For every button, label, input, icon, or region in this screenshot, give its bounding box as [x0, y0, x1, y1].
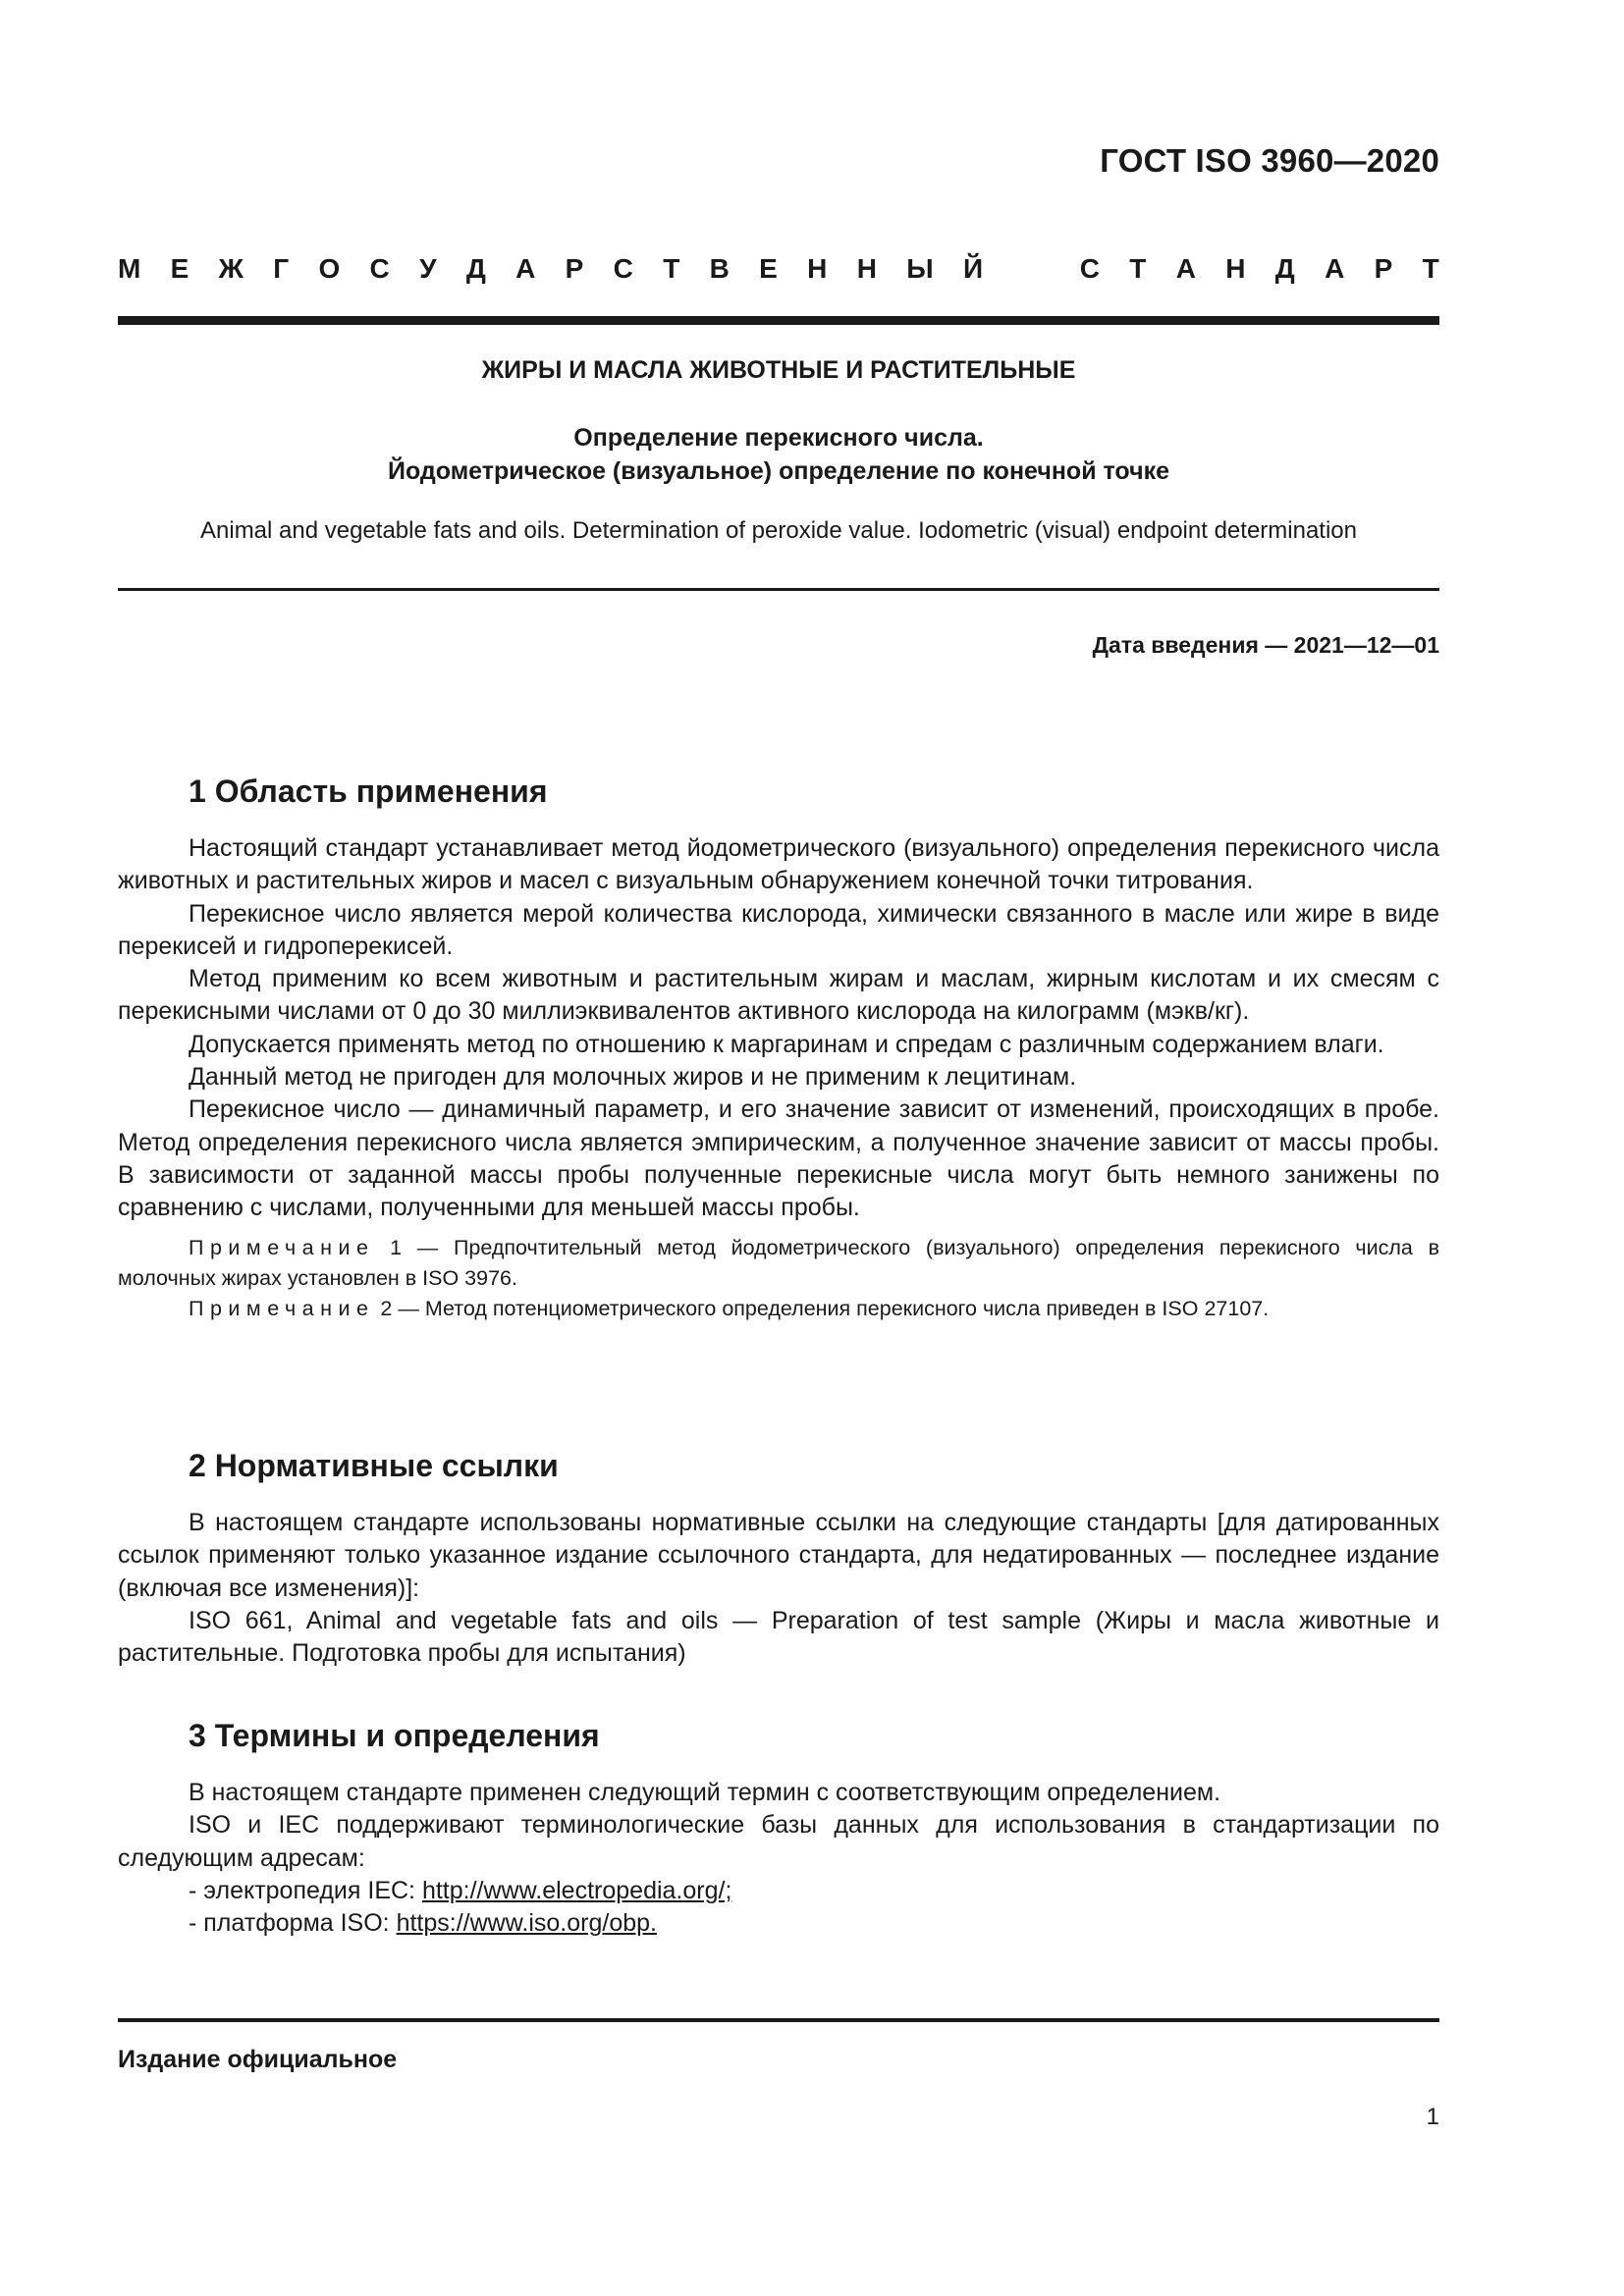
- letter: Т: [1422, 253, 1439, 284]
- letter: Р: [1374, 253, 1393, 284]
- document-subtitle-line-1: Определение перекисного числа.: [573, 424, 984, 452]
- iso-obp-link[interactable]: https://www.iso.org/obp.: [396, 1909, 657, 1938]
- letter: Р: [565, 253, 584, 284]
- paragraph: Допускается применять метод по отношению к маргаринам и спредам с различным содержанием влаги.: [189, 1030, 1384, 1058]
- letter: А: [1175, 253, 1196, 284]
- title-divider: [118, 588, 1439, 591]
- letter: Д: [465, 253, 486, 284]
- standard-type-heading: [118, 253, 1439, 285]
- letter: В: [709, 253, 730, 284]
- letter: М: [118, 253, 141, 284]
- letter: Е: [170, 253, 189, 284]
- letter: А: [1325, 253, 1345, 284]
- word-gap: [1012, 253, 1050, 285]
- paragraph: В настоящем стандарте использованы нормативные ссылки на следующие стандарты [для датированных ссылок применяют только указанное издание ссылочного стандарта, для недатированных — последнее издание (включая все изменения)]:: [118, 1509, 1439, 1602]
- paragraph: Перекисное число — динамичный параметр, и его значение зависит от изменений, происходящих в пробе. Метод определения перекисного числа является эмпирическим, а полученное значение зависит от массы пробы. В зависимости от заданной массы пробы полученные перекисные числа могут быть немного занижены по сравнению с числами, полученными для меньшей массы пробы.: [118, 1095, 1439, 1222]
- page-number: 1: [1426, 2104, 1439, 2130]
- paragraph: Настоящий стандарт устанавливает метод йодометрического (визуального) определения перекисного числа животных и растительных жиров и масел с визуальным обнаружением конечной точки титрования.: [118, 834, 1439, 895]
- letter: Д: [1274, 253, 1295, 284]
- letter: У: [419, 253, 437, 284]
- document-code: ГОСТ ISO 3960—2020: [1100, 142, 1439, 179]
- note-text: 1 — Предпочтительный метод йодометрического (визуального) определения перекисного числа в молочных жирах установлен в ISO 3976.: [118, 1235, 1439, 1290]
- letter: Т: [663, 253, 680, 284]
- letter: Н: [1225, 253, 1246, 284]
- section-2-heading: 2 Нормативные ссылки: [189, 1448, 559, 1483]
- edition-label: Издание официальное: [118, 2046, 398, 2073]
- letter: Ж: [218, 253, 244, 284]
- letter: Н: [856, 253, 877, 284]
- electropedia-link[interactable]: http://www.electropedia.org/;: [421, 1876, 732, 1904]
- list-item-label: - платформа ISO:: [189, 1909, 397, 1938]
- paragraph: В настоящем стандарте применен следующий термин с соответствующим определением.: [189, 1779, 1221, 1806]
- paragraph: ISO 661, Animal and vegetable fats and oils — Preparation of test sample (Жиры и масла животные и растительные. Подготовка пробы для испытания): [118, 1606, 1439, 1668]
- english-title: Animal and vegetable fats and oils. Determination of peroxide value. Iodometric (visual) endpoint determination: [200, 517, 1357, 544]
- letter: С: [369, 253, 390, 284]
- letter: О: [318, 253, 341, 284]
- letter: А: [515, 253, 536, 284]
- list-item-label: - электропедия IEC:: [189, 1876, 422, 1904]
- letter: Т: [1129, 253, 1147, 284]
- letter: Е: [759, 253, 778, 284]
- paragraph: Метод применим ко всем животным и растительным жирам и маслам, жирным кислотам и их смесям с перекисными числами от 0 до 30 миллиэквивалентов активного кислорода на килограмм (мэкв/кг).: [118, 965, 1439, 1026]
- note-2: [118, 1294, 1439, 1324]
- note-1: [118, 1233, 1439, 1294]
- header-divider: [118, 316, 1439, 325]
- paragraph: Перекисное число является мерой количества кислорода, химически связанного в масле или жире в виде перекисей и гидроперекисей.: [118, 899, 1439, 960]
- document-subtitle-line-2: Йодометрическое (визуальное) определение по конечной точке: [387, 457, 1170, 485]
- introduction-date: Дата введения — 2021—12—01: [1092, 632, 1439, 658]
- paragraph: Данный метод не пригоден для молочных жиров и не применим к лецитинам.: [189, 1063, 1077, 1092]
- list-item: [118, 1907, 1439, 1940]
- letter: Й: [962, 253, 984, 284]
- paragraph: ISO и IEC поддерживают терминологические базы данных для использования в стандартизации по следующим адресам:: [118, 1811, 1439, 1872]
- section-3-heading: 3 Термины и определения: [189, 1718, 600, 1753]
- letter: Н: [807, 253, 828, 284]
- section-1-heading: 1 Область применения: [189, 774, 548, 809]
- section-2-body: [118, 1507, 1439, 1670]
- note-label: Примечание: [189, 1235, 375, 1259]
- letter: С: [613, 253, 633, 284]
- note-label: Примечание: [189, 1296, 375, 1320]
- letter: Г: [273, 253, 290, 284]
- note-text: 2 — Метод потенциометрического определения перекисного числа приведен в ISO 27107.: [374, 1296, 1270, 1320]
- list-item: [118, 1875, 1439, 1907]
- letter: С: [1079, 253, 1100, 284]
- letter: Ы: [906, 253, 934, 284]
- footer-divider: [118, 2018, 1439, 2022]
- document-title: ЖИРЫ И МАСЛА ЖИВОТНЫЕ И РАСТИТЕЛЬНЫЕ: [481, 356, 1076, 384]
- section-1-body: [118, 832, 1439, 1324]
- section-3-body: [118, 1777, 1439, 1940]
